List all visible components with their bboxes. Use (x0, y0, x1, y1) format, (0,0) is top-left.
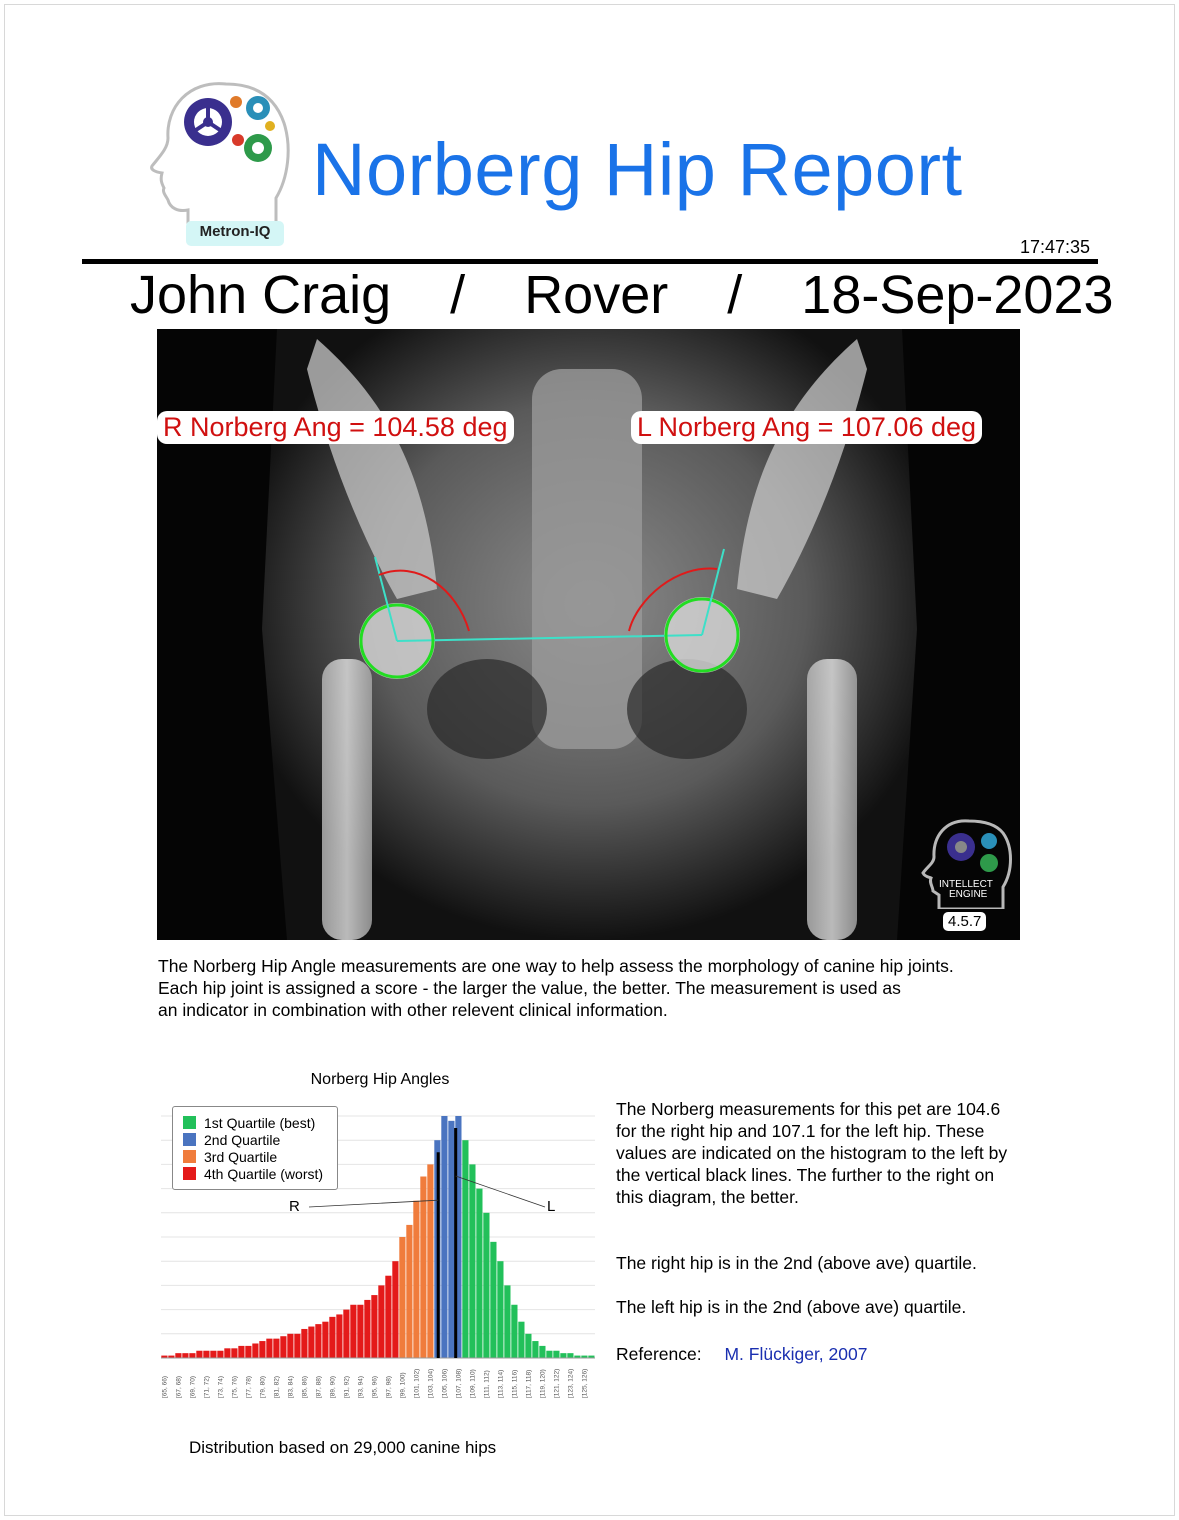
summary-line: values are indicated on the histogram to the left by (616, 1143, 1008, 1163)
header-separator: / (450, 265, 466, 325)
x-tick-label: [73, 74) (217, 1375, 225, 1398)
histogram-bar (266, 1339, 272, 1358)
histogram-bar (301, 1329, 307, 1358)
histogram-bar (490, 1242, 496, 1358)
x-tick-label: [81, 82) (273, 1375, 281, 1398)
legend-item (183, 1148, 277, 1165)
reference (616, 1343, 1076, 1365)
x-tick-label: [71, 72) (203, 1375, 211, 1398)
histogram-bar (350, 1305, 356, 1358)
summary-line: The Norberg measurements for this pet are 104.6 (616, 1099, 1001, 1119)
legend-label: 4th Quartile (worst) (204, 1165, 324, 1182)
summary-line: the vertical black lines. The further to the right on (616, 1165, 995, 1185)
histogram-bar (378, 1285, 384, 1358)
histogram-bar (287, 1334, 293, 1358)
histogram-bar (189, 1353, 195, 1358)
histogram-bar (483, 1213, 489, 1358)
x-tick-label: [103, 104) (427, 1368, 435, 1398)
histogram-bar (560, 1353, 566, 1358)
spine (532, 369, 642, 749)
histogram-bar (392, 1261, 398, 1358)
histogram-bar (371, 1295, 377, 1358)
gear-red-icon (232, 134, 244, 146)
histogram-bar (357, 1305, 363, 1358)
x-tick-label: [79, 80) (259, 1375, 267, 1398)
legend-label: 2nd Quartile (204, 1131, 281, 1148)
histogram-bar (273, 1339, 279, 1358)
legend-item (183, 1165, 323, 1182)
histogram-bar (441, 1116, 447, 1358)
left-norberg-angle-label: L Norberg Ang = 107.06 deg (631, 411, 982, 444)
x-tick-label: [93, 94) (357, 1375, 365, 1398)
histogram-bar (406, 1225, 412, 1358)
x-tick-label: [65, 66) (161, 1375, 169, 1398)
legend-label: 3rd Quartile (204, 1148, 278, 1165)
x-tick-label: [97, 98) (385, 1375, 393, 1398)
histogram-bar (238, 1346, 244, 1358)
femur-right (807, 659, 857, 940)
x-tick-label: [119, 120) (539, 1369, 547, 1398)
histogram-bar (385, 1276, 391, 1358)
histogram-bar (539, 1346, 545, 1358)
histogram-bar (308, 1327, 314, 1358)
x-tick-label: [75, 76) (231, 1375, 239, 1398)
histogram-bar (546, 1351, 552, 1358)
owner-name: John Craig (130, 265, 392, 325)
histogram-bar (252, 1343, 258, 1358)
histogram-bar (210, 1351, 216, 1358)
x-tick-label: [77, 78) (245, 1375, 253, 1398)
x-tick-label: [87, 88) (315, 1375, 323, 1398)
distribution-note: Distribution based on 29,000 canine hips (189, 1438, 497, 1457)
header-separator: / (727, 265, 743, 325)
right-hip-quartile: The right hip is in the 2nd (above ave) quartile. (616, 1253, 977, 1273)
summary-line: for the right hip and 107.1 for the left hip. These (616, 1121, 985, 1141)
engine-version: 4.5.7 (943, 912, 986, 931)
x-tick-label: [111, 112) (483, 1370, 491, 1398)
pet-name: Rover (524, 265, 669, 325)
histogram-bar (322, 1322, 328, 1358)
engine-label-line1: INTELLECT (939, 879, 993, 890)
report-title: Norberg Hip Report (312, 128, 963, 211)
histogram-bar (315, 1324, 321, 1358)
x-tick-label: [125, 126) (581, 1368, 589, 1398)
engine-label-line2: ENGINE (949, 889, 988, 900)
exam-date: 18-Sep-2023 (801, 265, 1114, 325)
histogram-bar (217, 1351, 223, 1358)
histogram-bar (203, 1351, 209, 1358)
intro-line: Each hip joint is assigned a score - the larger the value, the better. The measurement is used as (158, 978, 901, 998)
intro-paragraph (158, 955, 1058, 1021)
x-tick-label: [123, 124) (567, 1368, 575, 1398)
femur-left (322, 659, 372, 940)
histogram-bar (511, 1305, 517, 1358)
x-tick-label: [69, 70) (189, 1375, 197, 1398)
x-tick-label: [99, 100) (399, 1372, 407, 1398)
chart-title: Norberg Hip Angles (310, 1071, 450, 1088)
histogram-bar (182, 1353, 188, 1358)
histogram-bar (476, 1189, 482, 1358)
histogram-bar (525, 1334, 531, 1358)
histogram-bar (469, 1164, 475, 1358)
x-tick-label: [115, 116) (511, 1369, 519, 1398)
histogram-bar (504, 1285, 510, 1358)
x-tick-label: [117, 118) (525, 1369, 533, 1398)
reference-link[interactable]: M. Flückiger, 2007 (724, 1344, 868, 1364)
marker-label-L: L (547, 1198, 556, 1215)
histogram-bar (259, 1341, 265, 1358)
histogram-bar (224, 1348, 230, 1358)
gear-small-green-icon (244, 134, 272, 162)
logo-label: Metron-IQ (199, 223, 271, 240)
legend-item (183, 1114, 315, 1131)
histogram-bar (364, 1300, 370, 1358)
histogram-bar (329, 1317, 335, 1358)
histogram-bar (196, 1351, 202, 1358)
gear-small-teal-icon (246, 96, 270, 120)
histogram-bar (231, 1348, 237, 1358)
report-time: 17:47:35 (1020, 237, 1091, 257)
intro-line: an indicator in combination with other relevent clinical information. (158, 1000, 668, 1020)
histogram-bar (245, 1346, 251, 1358)
x-tick-label: [113, 114) (497, 1369, 505, 1398)
right-norberg-angle-label: R Norberg Ang = 104.58 deg (157, 411, 514, 444)
legend-label: 1st Quartile (best) (204, 1114, 316, 1131)
x-tick-label: [89, 90) (329, 1375, 337, 1398)
chart-legend (172, 1106, 338, 1190)
x-tick-label: [85, 86) (301, 1375, 309, 1398)
histogram-bar (280, 1336, 286, 1358)
histogram-bar (518, 1322, 524, 1358)
gear-large-icon (184, 98, 232, 146)
histogram-bar (175, 1353, 181, 1358)
histogram-bar (399, 1237, 405, 1358)
patient-header (130, 264, 1114, 326)
marker-label-R: R (289, 1198, 300, 1215)
x-tick-label: [95, 96) (371, 1375, 379, 1398)
summary-line: this diagram, the better. (616, 1187, 799, 1207)
histogram-bar (413, 1201, 419, 1358)
histogram-bar (294, 1334, 300, 1358)
gear-orange-icon (230, 96, 242, 108)
histogram-bar (343, 1310, 349, 1358)
histogram-bar (420, 1177, 426, 1359)
histogram-bar (553, 1351, 559, 1358)
histogram-bar (567, 1353, 573, 1358)
x-tick-label: [83, 84) (287, 1375, 295, 1398)
histogram-bar (336, 1314, 342, 1358)
legend-item (183, 1131, 280, 1148)
x-tick-label: [109, 110) (469, 1369, 477, 1398)
histogram-bar (448, 1121, 454, 1358)
marker-leader-L (456, 1176, 545, 1207)
histogram-bar (427, 1164, 433, 1358)
reference-label: Reference: (616, 1344, 702, 1364)
gear-yellow-icon (265, 121, 275, 131)
left-hip-quartile: The left hip is in the 2nd (above ave) quartile. (616, 1297, 967, 1317)
x-tick-label: [67, 68) (175, 1375, 183, 1398)
x-tick-label: [91, 92) (343, 1375, 351, 1398)
intro-line: The Norberg Hip Angle measurements are one way to help assess the morphology of canine hip joints. (158, 956, 954, 976)
summary-paragraph (616, 1098, 1076, 1208)
x-tick-label: [101, 102) (413, 1368, 421, 1398)
histogram-bar (497, 1261, 503, 1358)
xray-image (157, 329, 1020, 940)
histogram-bar (532, 1341, 538, 1358)
x-tick-label: [107, 108) (455, 1368, 463, 1398)
x-tick-label: [105, 106) (441, 1368, 449, 1398)
x-tick-label: [121, 122) (553, 1368, 561, 1398)
histogram-bar (462, 1140, 468, 1358)
